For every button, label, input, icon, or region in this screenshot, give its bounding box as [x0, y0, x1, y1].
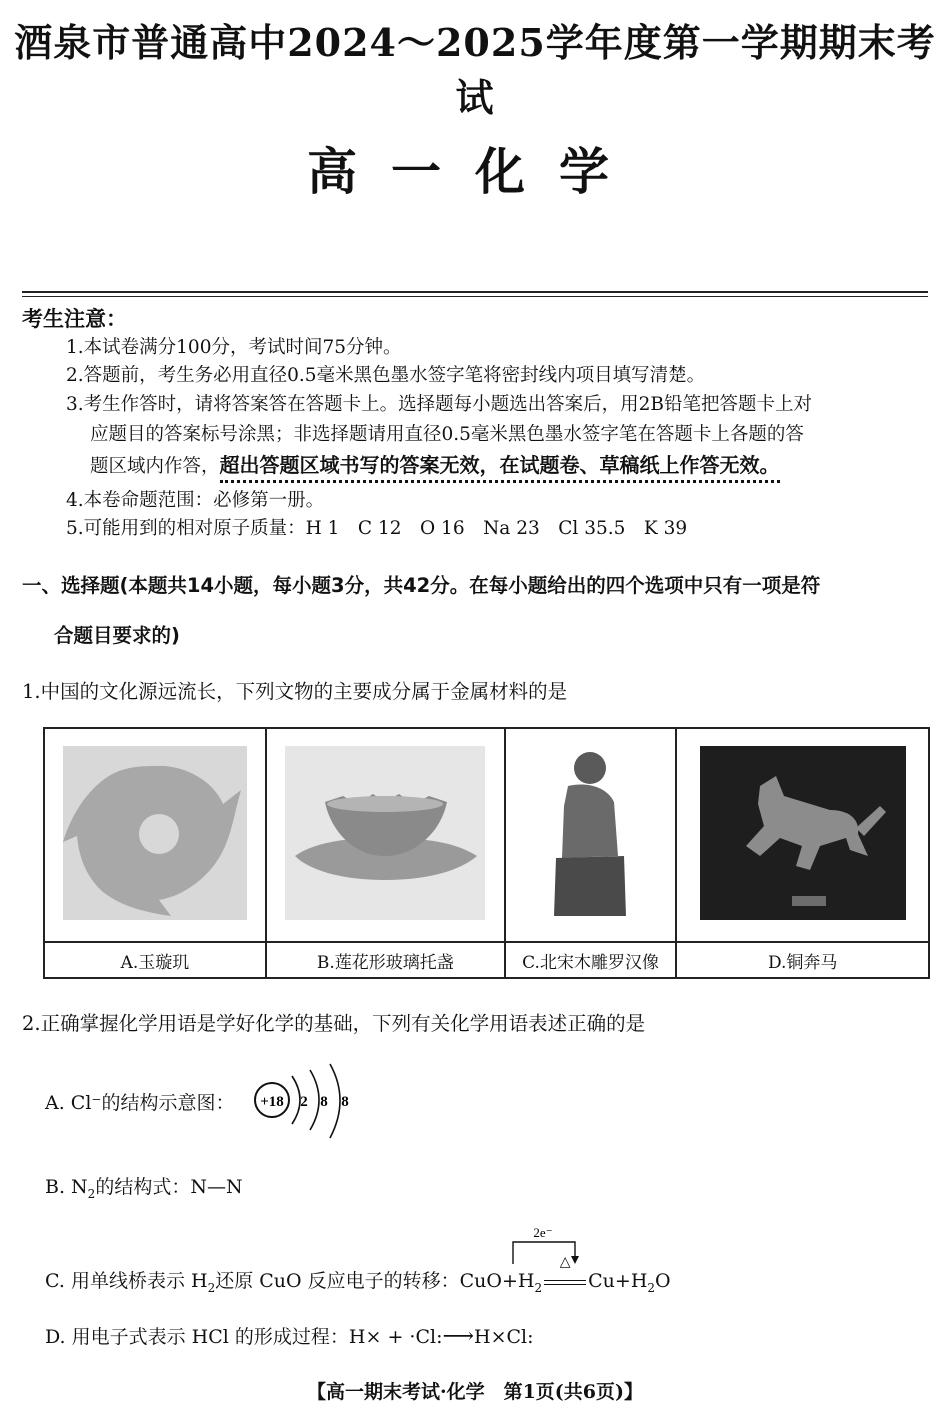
question-1-stem: 1.中国的文化源远流长，下列文物的主要成分属于金属材料的是 [22, 680, 568, 703]
notice-item-2: 2.答题前，考生务必用直径0.5毫米黑色墨水签字笔将密封线内项目填写清楚。 [66, 365, 706, 386]
question-2-stem: 2.正确掌握化学用语是学好化学的基础，下列有关化学用语表述正确的是 [22, 1012, 646, 1035]
heat-symbol: △ [559, 1254, 571, 1270]
divider [22, 296, 928, 297]
wooden-arhat-image [546, 746, 636, 920]
option-c-text: 还原 CuO 反应电子的转移： [215, 1270, 460, 1292]
page-footer: 【高一期末考试·化学 第1页(共6页)】 [306, 1381, 644, 1403]
products: Cu+H [588, 1270, 648, 1292]
subscript: 2 [207, 1280, 216, 1295]
notice-item-1: 1.本试卷满分100分，考试时间75分钟。 [66, 337, 402, 358]
notice-item-3-cont2 [90, 450, 780, 482]
reaction-condition [542, 1254, 588, 1292]
exam-title: 酒泉市普通高中2024～2025学年度第一学期期末考试 [14, 20, 936, 120]
subscript: 2 [87, 1186, 96, 1201]
option-b-text: 的结构式：N—N [95, 1176, 243, 1198]
notice-heading: 考生注意： [22, 307, 127, 331]
reactants: CuO+H [459, 1270, 535, 1292]
glass-cup-image [285, 746, 485, 920]
notice-item-3-cont: 应题目的答案标号涂黑；非选择题请用直径0.5毫米黑色墨水签字笔在答题卡上各题的答 [90, 424, 804, 445]
shell-3-count: 8 [341, 1094, 349, 1110]
ion-structure-diagram [252, 1062, 362, 1142]
option-a [45, 1088, 234, 1115]
notice-item-5: 5.可能用到的相对原子质量：H 1 C 12 O 16 Na 23 Cl 35.5 K 39 [66, 518, 688, 539]
notice-text: 题区域内作答， [90, 456, 220, 477]
hcl-electron-dot: H×Cl: [474, 1326, 534, 1348]
subscript: 2 [647, 1280, 656, 1295]
divider [22, 291, 928, 293]
artifact-image-cell [505, 728, 677, 942]
section-heading-cont: 合题目要求的) [54, 624, 180, 647]
arrow-icon: ⟶ [442, 1324, 475, 1349]
subscript: 2 [534, 1280, 543, 1295]
hydrogen-electron-dot: H× [348, 1326, 382, 1348]
option-c [45, 1254, 671, 1295]
option-b-text: B. N [45, 1176, 88, 1198]
option-b-caption: B.莲花形玻璃托盏 [266, 942, 505, 978]
plus-sign: + [387, 1326, 404, 1348]
notice-item-4: 4.本卷命题范围：必修第一册。 [66, 490, 325, 511]
equals-sign [544, 1280, 586, 1285]
shell-2-count: 8 [320, 1094, 328, 1110]
products: O [655, 1270, 671, 1292]
artifact-image-cell [44, 728, 266, 942]
nucleus-label: +18 [260, 1094, 284, 1110]
option-b [45, 1172, 243, 1201]
electron-label: 2e⁻ [533, 1225, 553, 1240]
subject-title: 高一化学 [307, 142, 643, 201]
option-a-text: A. Cl⁻的结构示意图： [45, 1092, 235, 1114]
section-heading: 一、选择题(本题共14小题，每小题3分，共42分。在每小题给出的四个选项中只有一项是符 [22, 574, 821, 597]
artifact-image-cell [676, 728, 929, 942]
option-d-text: D. 用电子式表示 HCl 的形成过程： [45, 1326, 349, 1348]
option-a-caption: A.玉璇玑 [44, 942, 266, 978]
chlorine-electron-dot: ·Cl: [409, 1326, 443, 1348]
emphasis-text: 超出答题区域书写的答案无效，在试题卷、草稿纸上作答无效。 [220, 453, 780, 483]
jade-disc-image [63, 746, 247, 920]
shell-1-count: 2 [300, 1094, 308, 1110]
bronze-horse-image [700, 746, 906, 920]
option-d [45, 1322, 534, 1349]
option-d-caption: D.铜奔马 [676, 942, 929, 978]
option-c-caption: C.北宋木雕罗汉像 [505, 942, 677, 978]
notice-item-3: 3.考生作答时，请将答案答在答题卡上。选择题每小题选出答案后，用2B铅笔把答题卡上对 [66, 394, 813, 415]
artifact-image-cell [266, 728, 505, 942]
artifact-table [43, 727, 930, 979]
electron-transfer-bridge [505, 1224, 595, 1268]
option-c-text: C. 用单线桥表示 H [45, 1270, 208, 1292]
